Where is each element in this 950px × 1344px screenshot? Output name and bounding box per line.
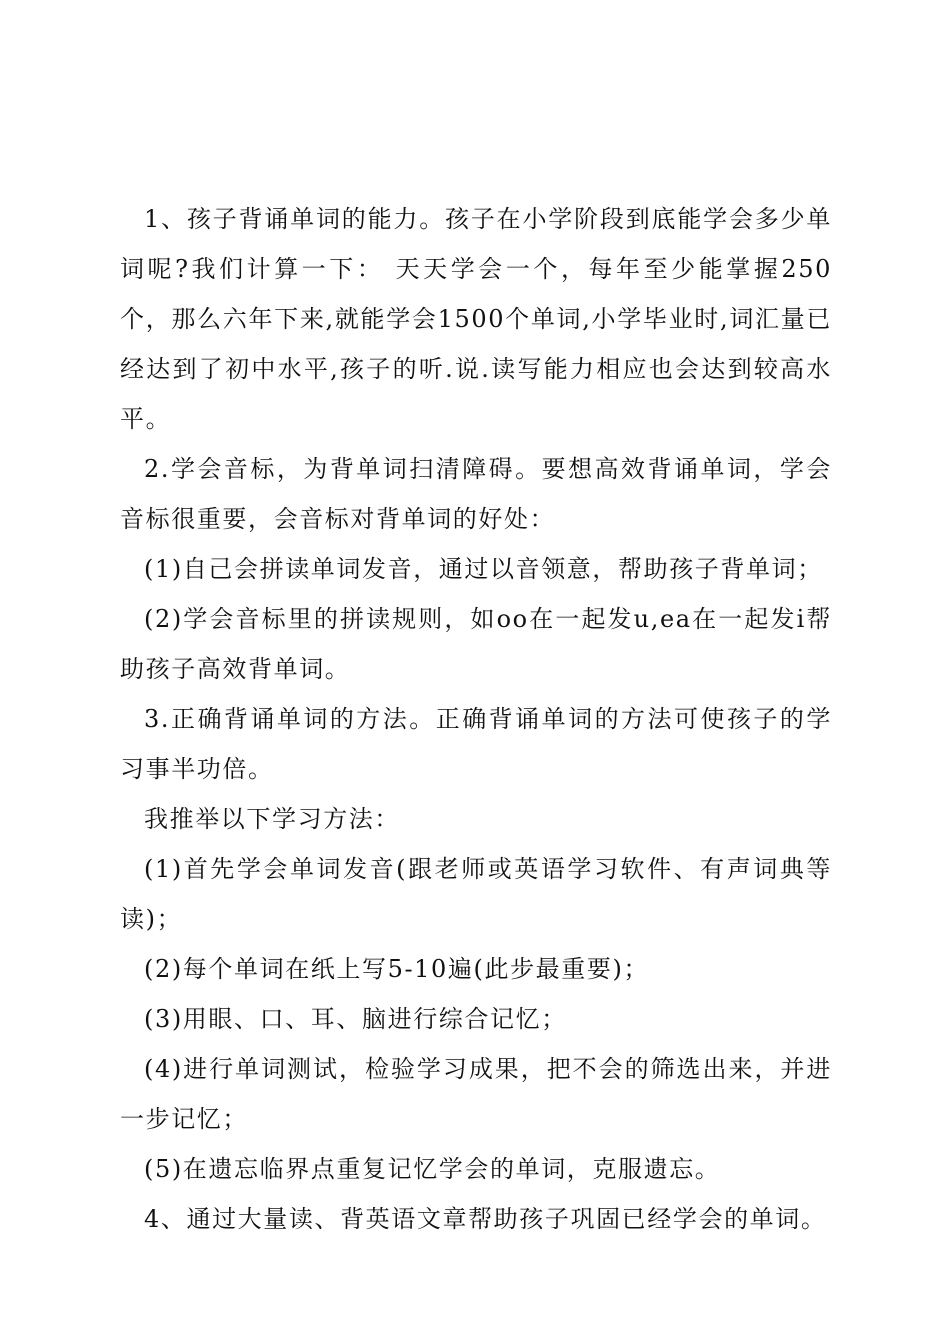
paragraph-method-5: (5)在遗忘临界点重复记忆学会的单词，克服遗忘。: [144, 1155, 721, 1183]
paragraph-phonetics-benefit-1: (1)自己会拼读单词发音，通过以音领意，帮助孩子背单词；: [144, 555, 823, 583]
paragraph-phonetics-benefit-2: (2)学会音标里的拼读规则，如oo在一起发u,ea在一起发i帮助孩子高效背单词。: [120, 605, 832, 683]
paragraph-method-2: (2)每个单词在纸上写5-10遍(此步最重要)；: [144, 955, 650, 983]
paragraph-method-4: (4)进行单词测试，检验学习成果，把不会的筛选出来，并进一步记忆；: [120, 1055, 832, 1133]
paragraph-word-memorization-ability: 1、孩子背诵单词的能力。孩子在小学阶段到底能学会多少单词呢?我们计算一下： 天天学会一个，每年至少能掌握250个，那么六年下来,就能学会1500个单词,小学毕业时,词汇量已经达到了初中水平,孩子的听.说.读写能力相应也会达到较高水平。: [120, 205, 832, 433]
document-body: [120, 194, 832, 1244]
paragraph-learn-phonetics: 2.学会音标，为背单词扫清障碍。要想高效背诵单词，学会音标很重要，会音标对背单词的好处：: [120, 455, 832, 533]
paragraph-correct-method: 3.正确背诵单词的方法。正确背诵单词的方法可使孩子的学习事半功倍。: [120, 705, 832, 783]
paragraph-reading-articles: 4、通过大量读、背英语文章帮助孩子巩固已经学会的单词。: [144, 1205, 827, 1233]
paragraph-method-1: (1)首先学会单词发音(跟老师或英语学习软件、有声词典等读)；: [120, 855, 832, 933]
paragraph-method-3: (3)用眼、口、耳、脑进行综合记忆；: [144, 1005, 567, 1033]
paragraph-recommended-methods: 我推举以下学习方法：: [144, 805, 400, 833]
